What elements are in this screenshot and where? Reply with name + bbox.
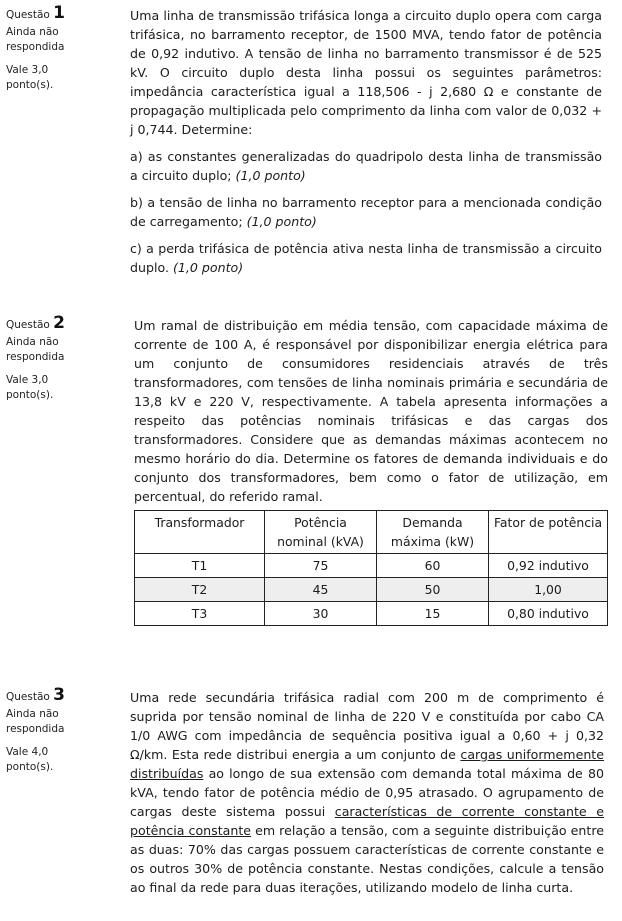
question-info <box>6 3 116 93</box>
points: (1,0 ponto) <box>172 260 244 275</box>
question-number: 1 <box>53 3 66 23</box>
table-header: Fator de potência <box>489 511 608 554</box>
question-label: Questão <box>6 691 50 703</box>
table-header-row <box>135 511 608 554</box>
question-info <box>6 685 116 775</box>
table-row <box>135 554 608 578</box>
points: (1,0 ponto) <box>246 214 317 229</box>
table-cell: 75 <box>265 554 377 578</box>
question-value: Vale 3,0 ponto(s). <box>6 64 54 91</box>
table-cell: T3 <box>135 602 265 626</box>
question-value: Vale 3,0 ponto(s). <box>6 374 54 401</box>
table-row <box>135 602 608 626</box>
question-label: Questão <box>6 319 50 331</box>
table-row <box>135 578 608 602</box>
question-info <box>6 313 116 403</box>
question-text <box>130 688 604 905</box>
underlined-text: características de corrente constante e potência constante <box>130 804 604 838</box>
question-status: Ainda não respondida <box>6 26 65 53</box>
question-value: Vale 4,0 ponto(s). <box>6 746 54 773</box>
question-status: Ainda não respondida <box>6 708 65 735</box>
question-text <box>134 316 608 626</box>
table-cell: T1 <box>135 554 265 578</box>
table-cell: 45 <box>265 578 377 602</box>
table-cell: 15 <box>377 602 489 626</box>
table-cell: 30 <box>265 602 377 626</box>
question-number: 3 <box>53 685 66 705</box>
table-cell: T2 <box>135 578 265 602</box>
transformer-table <box>134 510 608 626</box>
question-number: 2 <box>53 313 66 333</box>
question-intro: Um ramal de distribuição em média tensão, com capacidade máxima de corrente de 100 A, é responsável por disponibilizar energia elétrica para um conjunto de consumidores residenciais através de três transformadores, com tensões de linha nominais primária e secundária de 13,8 kV e 220 V, respectivamente. A tabela apresenta informações a respeito das potências nominais trifásicas e das cargas dos transformadores. Considere que as demandas máximas acontecem no mesmo horário do dia. Determine os fatores de demanda individuais e do conjunto dos transformadores, bem como o fator de utilização, em percentual, do referido ramal. <box>134 318 608 504</box>
question-item-a: a) as constantes generalizadas do quadripolo desta linha de transmissão a circuito duplo; (1,0 ponto) <box>130 149 602 183</box>
question-status: Ainda não respondida <box>6 336 65 363</box>
table-cell: 50 <box>377 578 489 602</box>
question-label: Questão <box>6 9 50 21</box>
underlined-text: cargas uniformemente distribuídas <box>130 747 604 781</box>
question-intro: Uma rede secundária trifásica radial com 200 m de comprimento é suprida por tensão nominal de linha de 220 V e constituída por cabo CA 1/0 AWG com impedância de sequência positiva igual a 0,60 + j 0,32 Ω/km. Esta rede distribui energia a um conjunto de cargas uniformemente distribuídas ao longo de sua extensão com demanda total máxima de 80 kVA, tendo fator de potência médio de 0,95 atrasado. O agrupamento de cargas deste sistema possui características de corrente constante e potência constante em relação a tensão, com a seguinte distribuição entre as duas: 70% das cargas possuem características de corrente constante e os outros 30% de potência constante. Nestas condições, calcule a tensão ao final da rede para duas iterações, utilizando modelo de linha curta. <box>130 690 604 895</box>
table-header: Demanda máxima (kW) <box>377 511 489 554</box>
table-cell: 0,80 indutivo <box>489 602 608 626</box>
question-item-b: b) a tensão de linha no barramento receptor para a mencionada condição de carregamento; (1,0 ponto) <box>130 195 602 229</box>
question-intro: Uma linha de transmissão trifásica longa a circuito duplo opera com carga trifásica, no barramento receptor, de 1500 MVA, tendo fator de potência de 0,92 indutivo. A tensão de linha no barramento transmissor é de 525 kV. O circuito duplo desta linha possui os seguintes parâmetros: impedância característica igual a 118,506 - j 2,680 Ω e constante de propagação multiplicada pelo comprimento da linha com valor de 0,032 + j 0,744. Determine: <box>130 8 602 137</box>
table-header: Potência nominal (kVA) <box>265 511 377 554</box>
table-cell: 0,92 indutivo <box>489 554 608 578</box>
question-text <box>130 6 602 285</box>
table-cell: 60 <box>377 554 489 578</box>
points: (1,0 ponto) <box>235 168 306 183</box>
table-cell: 1,00 <box>489 578 608 602</box>
table-header: Transformador <box>135 511 265 554</box>
question-item-c: c) a perda trifásica de potência ativa nesta linha de transmissão a circuito duplo. (1,0 ponto) <box>130 241 602 275</box>
